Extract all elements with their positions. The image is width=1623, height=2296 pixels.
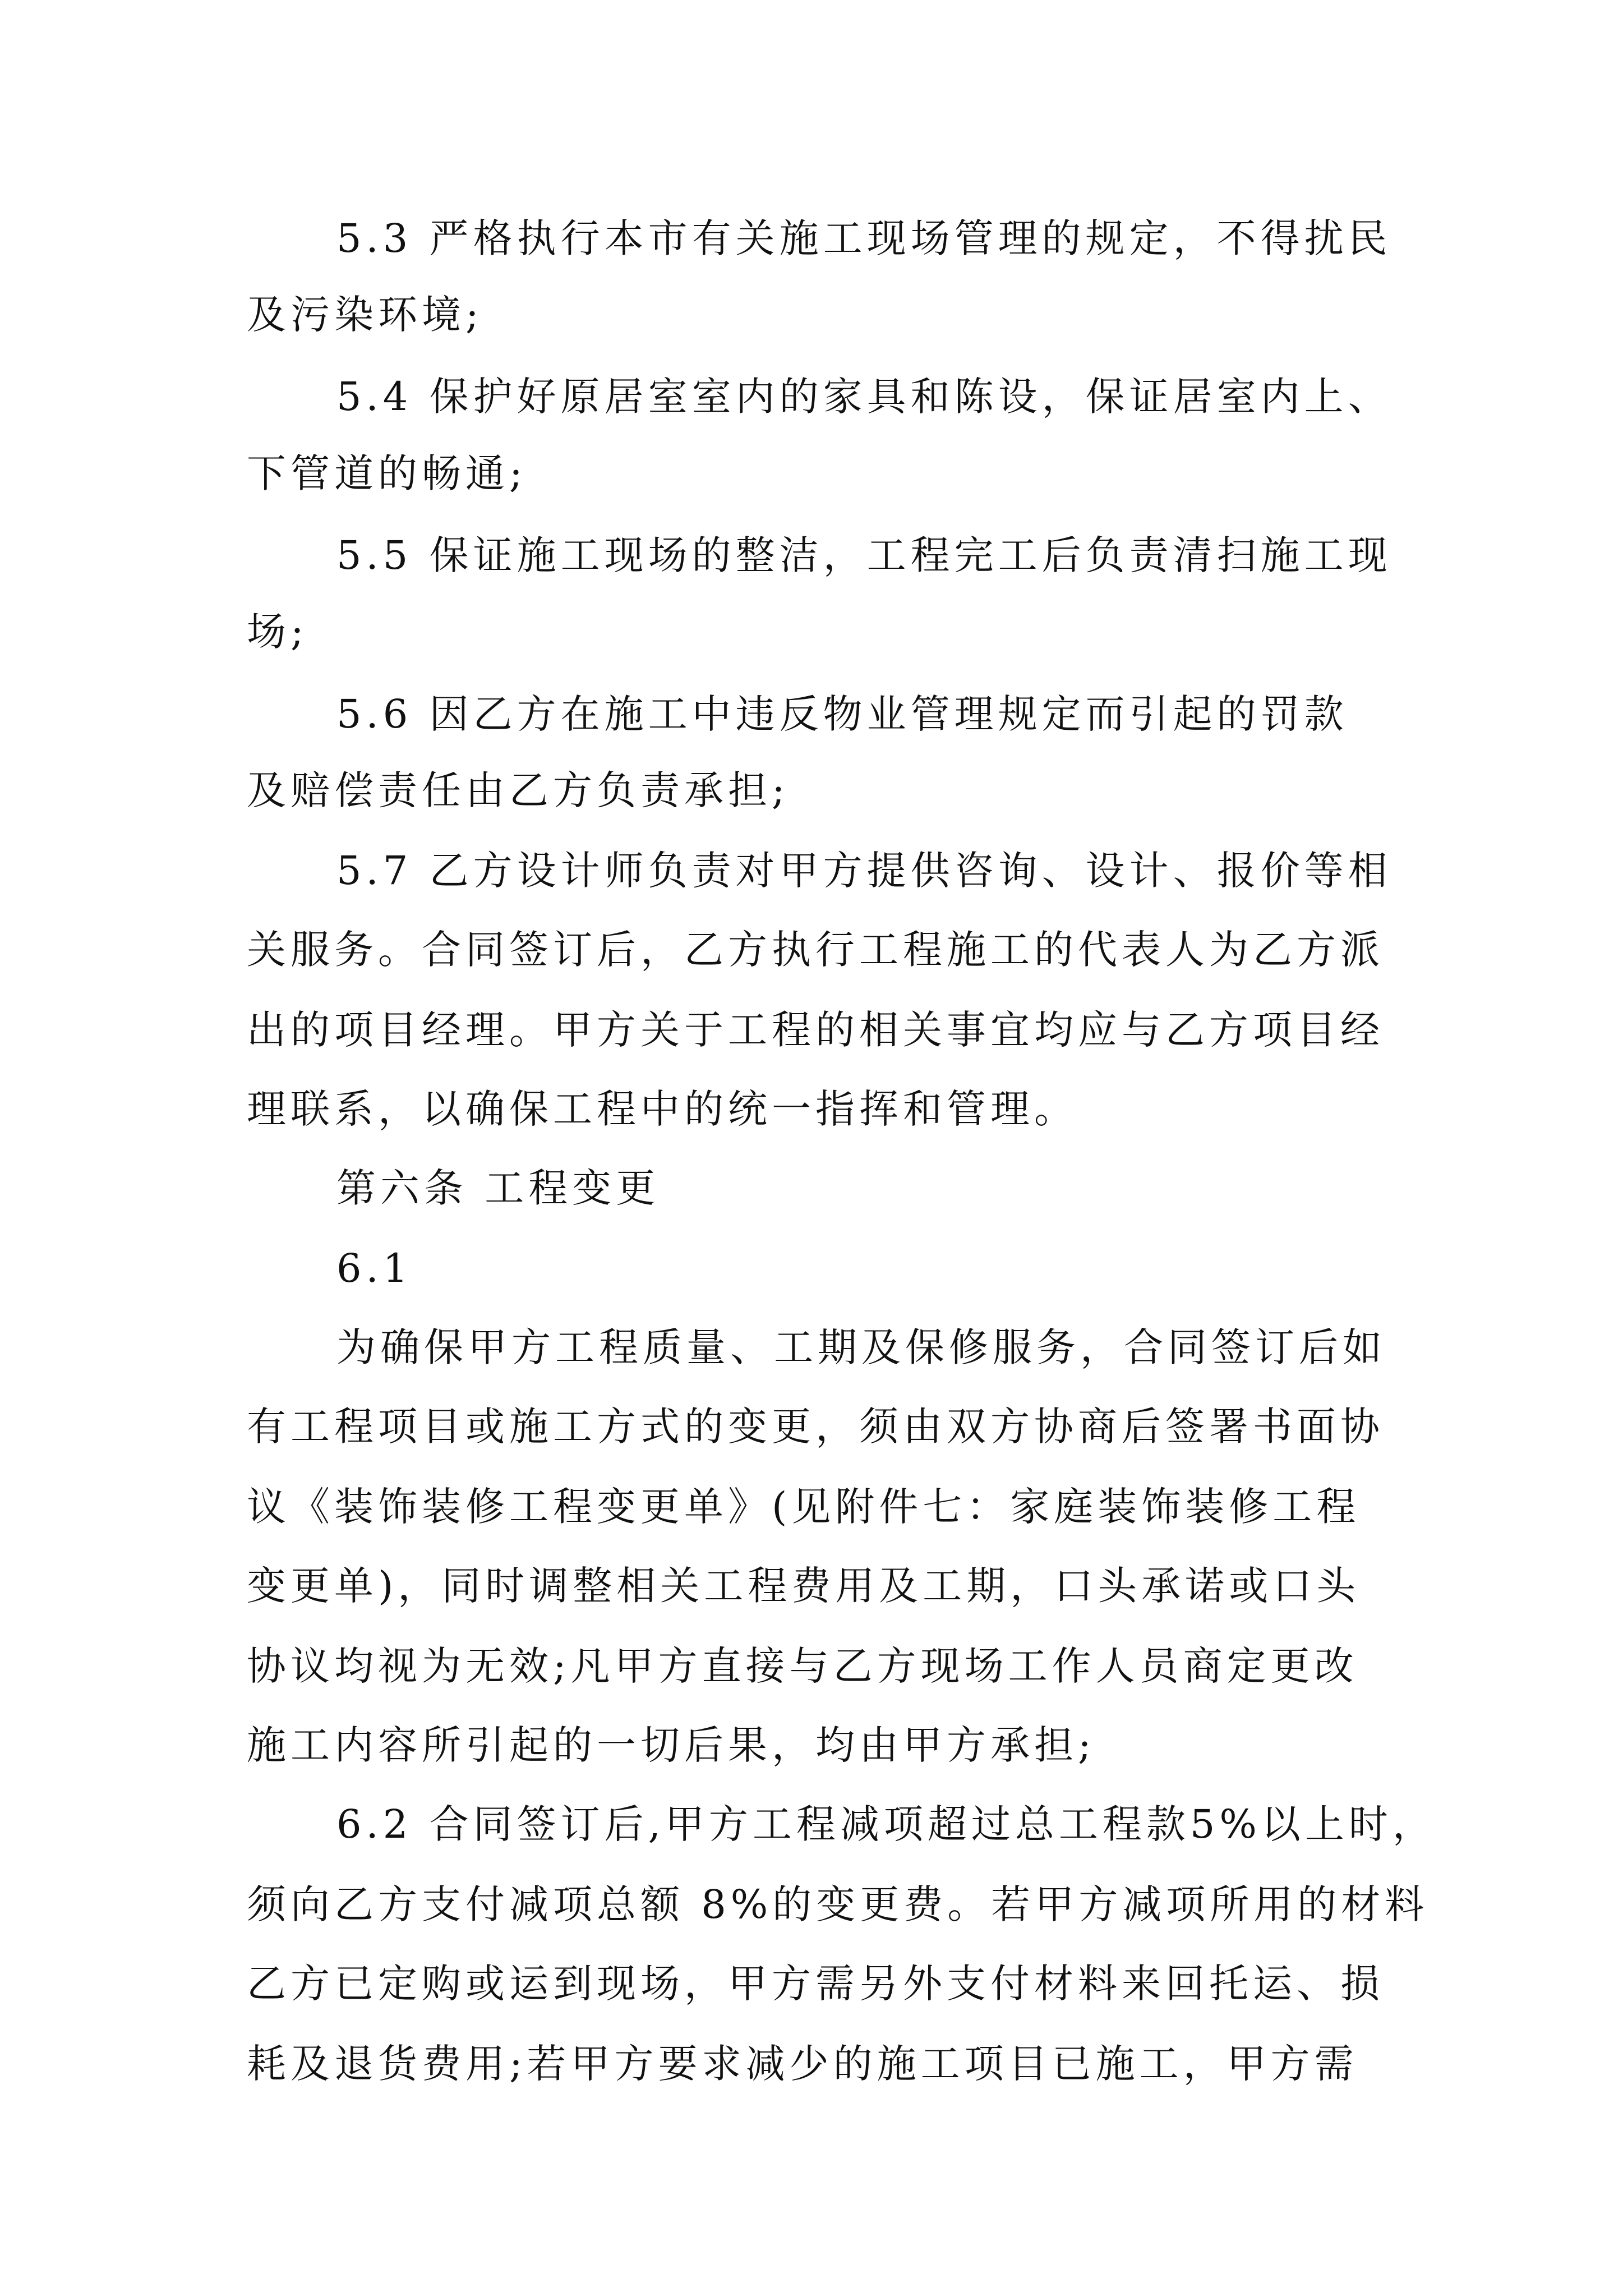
clause-6-1-line-6: 施工内容所引起的一切后果，均由甲方承担; (247, 1722, 1096, 1768)
clause-5-7-line-1: 5.7 乙方设计师负责对甲方提供咨询、设计、报价等相 (336, 848, 1392, 894)
clause-6-1-line-4: 变更单)，同时调整相关工程费用及工期，口头承诺或口头 (247, 1563, 1361, 1609)
clause-6-2-line-1: 6.2 合同签订后,甲方工程减项超过总工程款5%以上时， (336, 1801, 1436, 1847)
clause-5-4-line-2: 下管道的畅通; (247, 450, 527, 496)
clause-6-1-number: 6.1 (336, 1245, 413, 1291)
clause-5-5-line-1: 5.5 保证施工现场的整洁，工程完工后负责清扫施工现 (336, 532, 1392, 578)
clause-5-7-line-3: 出的项目经理。甲方关于工程的相关事宜均应与乙方项目经 (247, 1007, 1384, 1053)
clause-5-6-line-2: 及赔偿责任由乙方负责承担; (247, 767, 790, 813)
clause-5-7-line-4: 理联系，以确保工程中的统一指挥和管理。 (247, 1086, 1078, 1132)
clause-5-6-line-1: 5.6 因乙方在施工中违反物业管理规定而引起的罚款 (336, 691, 1348, 737)
clause-6-1-line-3: 议《装饰装修工程变更单》(见附件七：家庭装饰装修工程 (247, 1484, 1361, 1530)
clause-5-4-line-1: 5.4 保护好原居室室内的家具和陈设，保证居室内上、 (336, 374, 1392, 420)
article-6-heading: 第六条 工程变更 (336, 1165, 660, 1211)
clause-6-2-line-4: 耗及退货费用;若甲方要求减少的施工项目已施工，甲方需 (247, 2041, 1358, 2087)
clause-5-7-line-2: 关服务。合同签订后，乙方执行工程施工的代表人为乙方派 (247, 927, 1384, 973)
clause-5-5-line-2: 场; (247, 609, 308, 655)
clause-6-2-line-3: 乙方已定购或运到现场，甲方需另外支付材料来回托运、损 (247, 1961, 1384, 2007)
clause-6-1-line-5: 协议均视为无效;凡甲方直接与乙方现场工作人员商定更改 (247, 1643, 1358, 1689)
clause-6-2-line-2: 须向乙方支付减项总额 8%的变更费。若甲方减项所用的材料 (247, 1881, 1429, 1927)
clause-6-1-line-2: 有工程项目或施工方式的变更，须由双方协商后签署书面协 (247, 1404, 1384, 1450)
clause-5-3-line-1: 5.3 严格执行本市有关施工现场管理的规定，不得扰民 (336, 215, 1392, 261)
clause-6-1-line-1: 为确保甲方工程质量、工期及保修服务，合同签订后如 (336, 1324, 1386, 1370)
clause-5-3-line-2: 及污染环境; (247, 292, 483, 338)
